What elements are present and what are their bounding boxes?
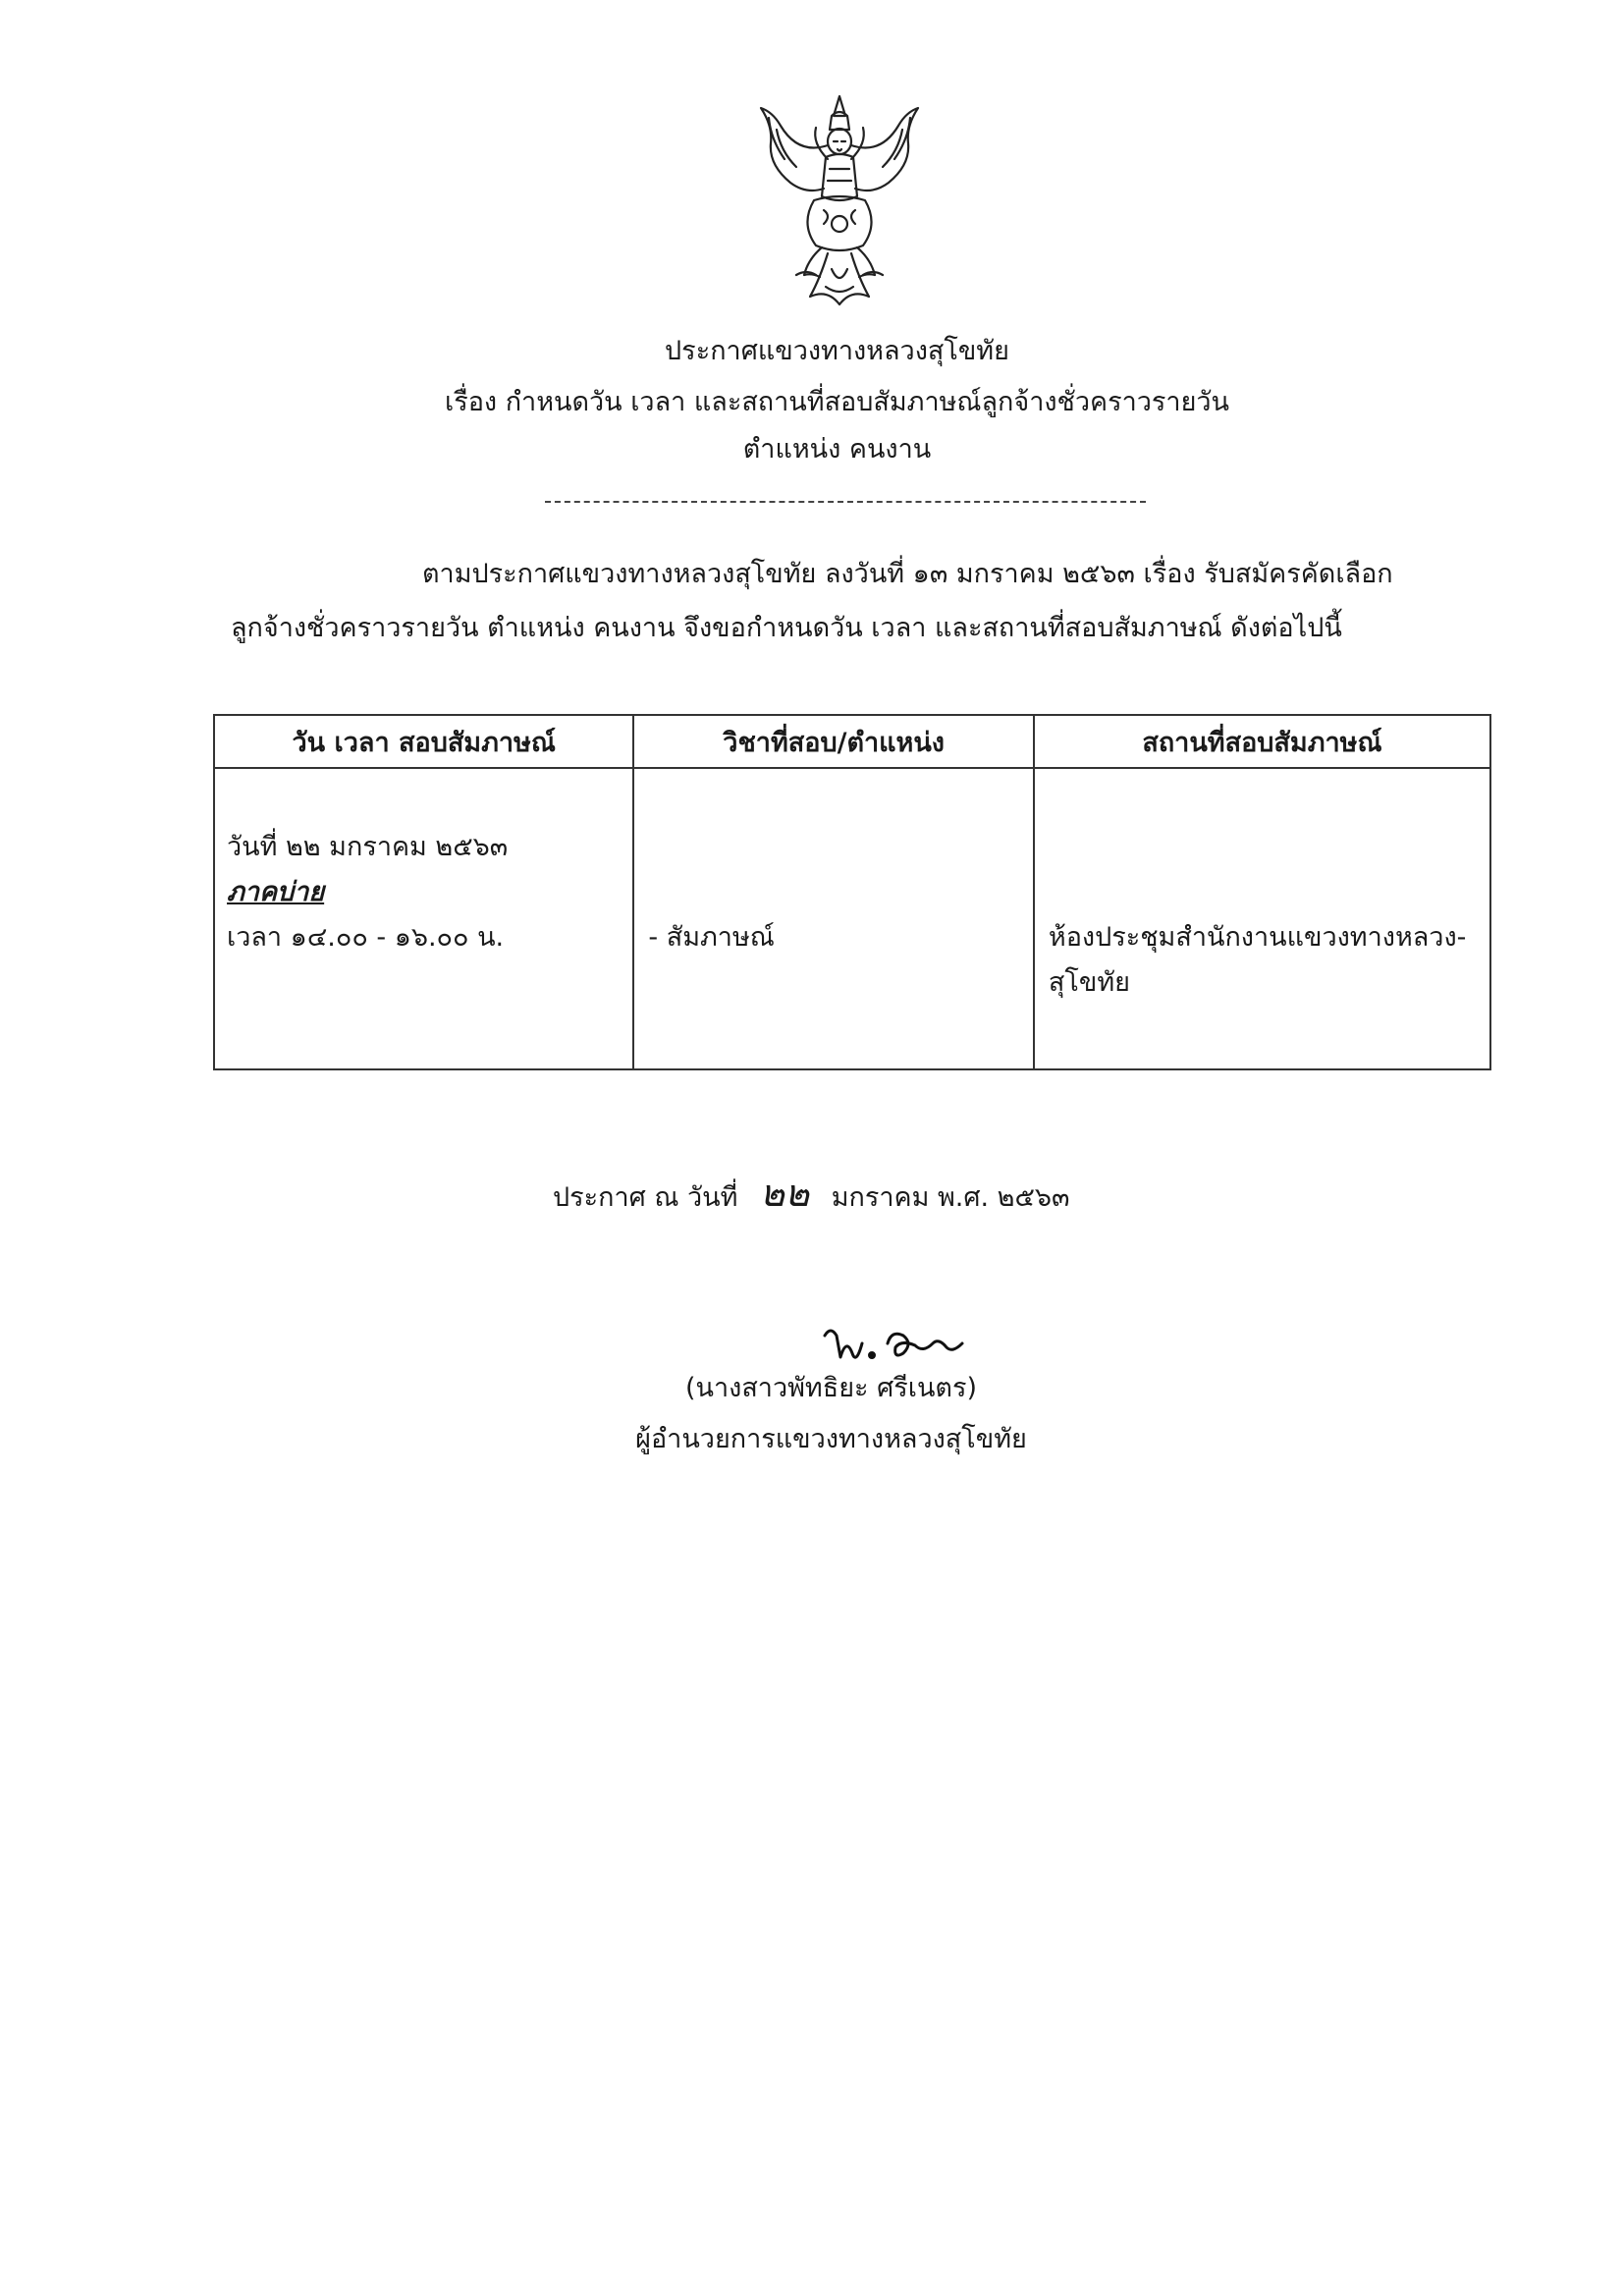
interview-date: วันที่ ๒๒ มกราคม ๒๕๖๓ bbox=[227, 832, 509, 862]
cell-datetime bbox=[214, 768, 633, 1069]
garuda-emblem-icon bbox=[751, 86, 928, 322]
interview-place-line1: ห้องประชุมสำนักงานแขวงทางหลวง- bbox=[1048, 922, 1467, 953]
announce-day-handwritten: ๒๒ bbox=[760, 1172, 810, 1215]
divider-rule bbox=[545, 501, 1146, 503]
header-place: สถานที่สอบสัมภาษณ์ bbox=[1034, 715, 1490, 768]
interview-place-line2: สุโขทัย bbox=[1048, 967, 1130, 998]
body-paragraph-line1: ตามประกาศแขวงทางหลวงสุโขทัย ลงวันที่ ๑๓ มกราคม ๒๕๖๓ เรื่อง รับสมัครคัดเลือก bbox=[422, 559, 1393, 589]
cell-subject bbox=[633, 768, 1033, 1069]
header-subject: วิชาที่สอบ/ตำแหน่ง bbox=[633, 715, 1033, 768]
announcement-title: ประกาศแขวงทางหลวงสุโขทัย bbox=[665, 336, 1009, 366]
interview-session: ภาคบ่าย bbox=[227, 877, 325, 907]
announcement-position: ตำแหน่ง คนงาน bbox=[742, 434, 932, 465]
signature-image bbox=[817, 1314, 974, 1373]
interview-time: เวลา ๑๔.๐๐ - ๑๖.๐๐ น. bbox=[227, 922, 505, 953]
table-header-row bbox=[214, 715, 1490, 768]
header-datetime: วัน เวลา สอบสัมภาษณ์ bbox=[214, 715, 633, 768]
table-row bbox=[214, 768, 1490, 1069]
announce-suffix: มกราคม พ.ศ. ๒๕๖๓ bbox=[831, 1182, 1070, 1213]
schedule-table bbox=[213, 714, 1491, 1070]
announcement-subject: เรื่อง กำหนดวัน เวลา และสถานที่สอบสัมภาษณ์ลูกจ้างชั่วคราวรายวัน bbox=[444, 387, 1230, 417]
cell-place bbox=[1034, 768, 1490, 1069]
signer-name: (นางสาวพัทธิยะ ศรีเนตร) bbox=[684, 1373, 977, 1403]
interview-subject: - สัมภาษณ์ bbox=[648, 922, 775, 953]
announce-prefix: ประกาศ ณ วันที่ bbox=[553, 1182, 738, 1213]
signer-title: ผู้อำนวยการแขวงทางหลวงสุโขทัย bbox=[635, 1424, 1027, 1454]
body-paragraph-line2: ลูกจ้างชั่วคราวรายวัน ตำแหน่ง คนงาน จึงขอกำหนดวัน เวลา และสถานที่สอบสัมภาษณ์ ดังต่อไปนี้ bbox=[231, 613, 1342, 643]
announcement-date bbox=[553, 1174, 1069, 1218]
